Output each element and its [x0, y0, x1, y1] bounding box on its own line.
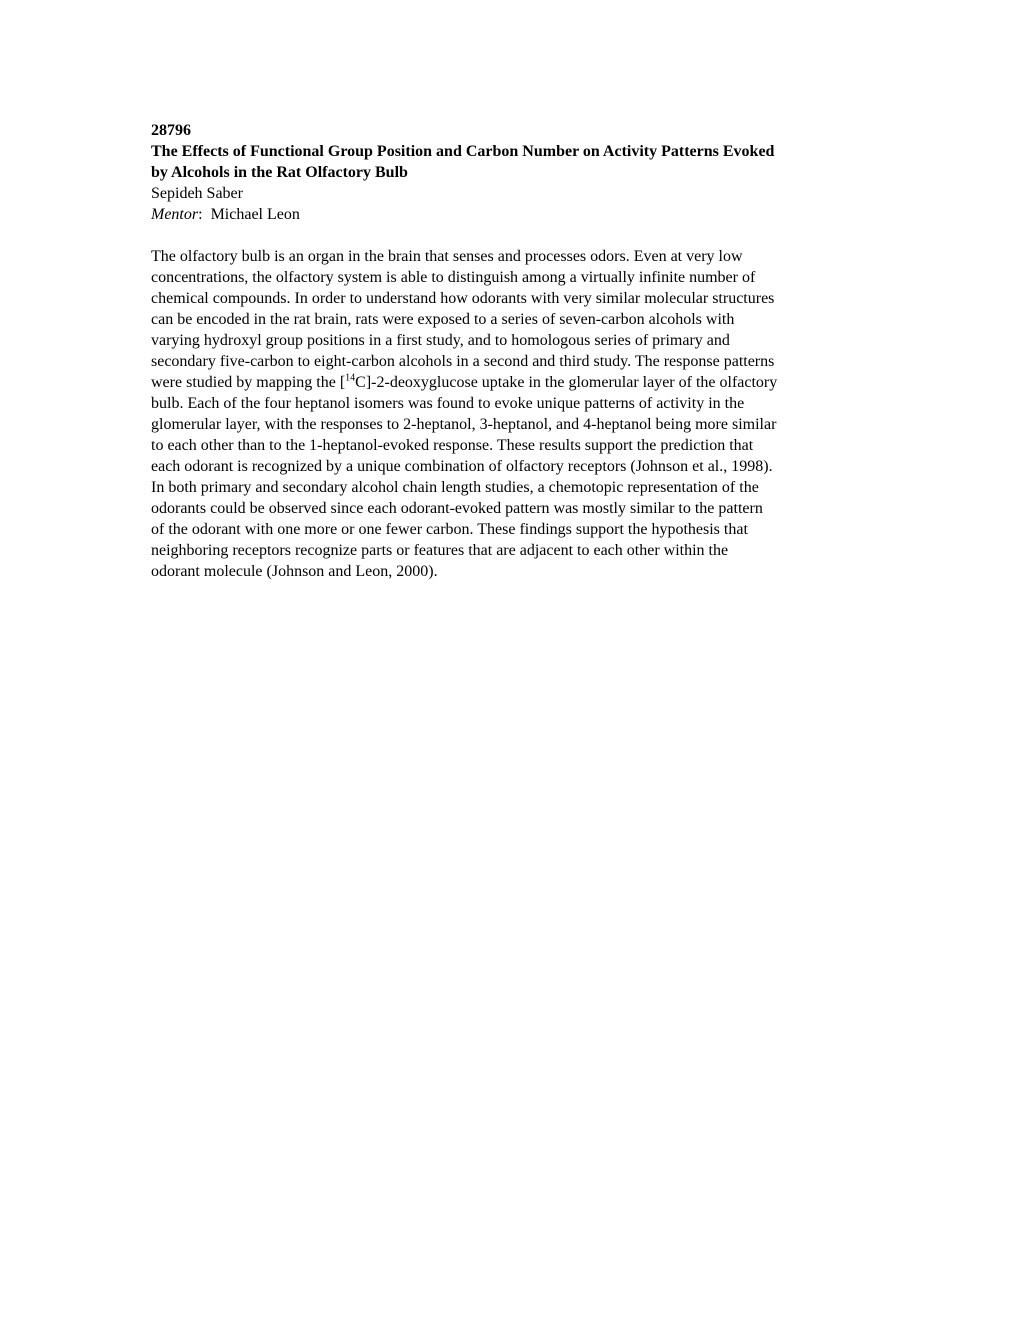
- author-name: Sepideh Saber: [151, 185, 243, 202]
- body-line: odorant molecule (Johnson and Leon, 2000).: [151, 563, 438, 580]
- isotope-after: C]-2-deoxyglucose uptake in the glomerular layer of the olfactory: [355, 374, 778, 391]
- isotope-before: were studied by mapping the [: [151, 374, 346, 391]
- body-line: neighboring receptors recognize parts or features that are adjacent to each other within the: [151, 542, 729, 559]
- abstract-title: [151, 141, 871, 183]
- body-line: glomerular layer, with the responses to 2-heptanol, 3-heptanol, and 4-heptanol being more similar: [151, 416, 777, 433]
- body-line-isotope: [151, 372, 871, 393]
- mentor-name: Michael Leon: [210, 206, 300, 223]
- body-line: In both primary and secondary alcohol chain length studies, a chemotopic representation of the: [151, 479, 759, 496]
- mentor-separator: :: [198, 206, 203, 223]
- abstract-body: [151, 246, 871, 582]
- body-line: chemical compounds. In order to understand how odorants with very similar molecular structures: [151, 290, 775, 307]
- isotope-superscript: 14: [345, 372, 356, 384]
- mentor-line: [151, 204, 871, 225]
- body-line: of the odorant with one more or one fewer carbon. These findings support the hypothesis that: [151, 521, 748, 538]
- body-line: varying hydroxyl group positions in a first study, and to homologous series of primary and: [151, 332, 730, 349]
- document-page: [151, 120, 871, 582]
- body-line: to each other than to the 1-heptanol-evoked response. These results support the prediction that: [151, 437, 754, 454]
- body-line: each odorant is recognized by a unique combination of olfactory receptors (Johnson et al., 1998).: [151, 458, 773, 475]
- body-line: can be encoded in the rat brain, rats were exposed to a series of seven-carbon alcohols with: [151, 311, 735, 328]
- body-line: bulb. Each of the four heptanol isomers was found to evoke unique patterns of activity in the: [151, 395, 745, 412]
- body-line: The olfactory bulb is an organ in the brain that senses and processes odors. Even at very low: [151, 248, 743, 265]
- body-line: odorants could be observed since each odorant-evoked pattern was mostly similar to the pattern: [151, 500, 763, 517]
- mentor-label: Mentor: [151, 206, 199, 223]
- body-line: concentrations, the olfactory system is able to distinguish among a virtually infinite number of: [151, 269, 756, 286]
- body-line: secondary five-carbon to eight-carbon alcohols in a second and third study. The response patterns: [151, 353, 775, 370]
- title-line: by Alcohols in the Rat Olfactory Bulb: [151, 164, 408, 181]
- abstract-id: 28796: [151, 122, 191, 139]
- title-line: The Effects of Functional Group Position and Carbon Number on Activity Patterns Evoked: [151, 143, 775, 160]
